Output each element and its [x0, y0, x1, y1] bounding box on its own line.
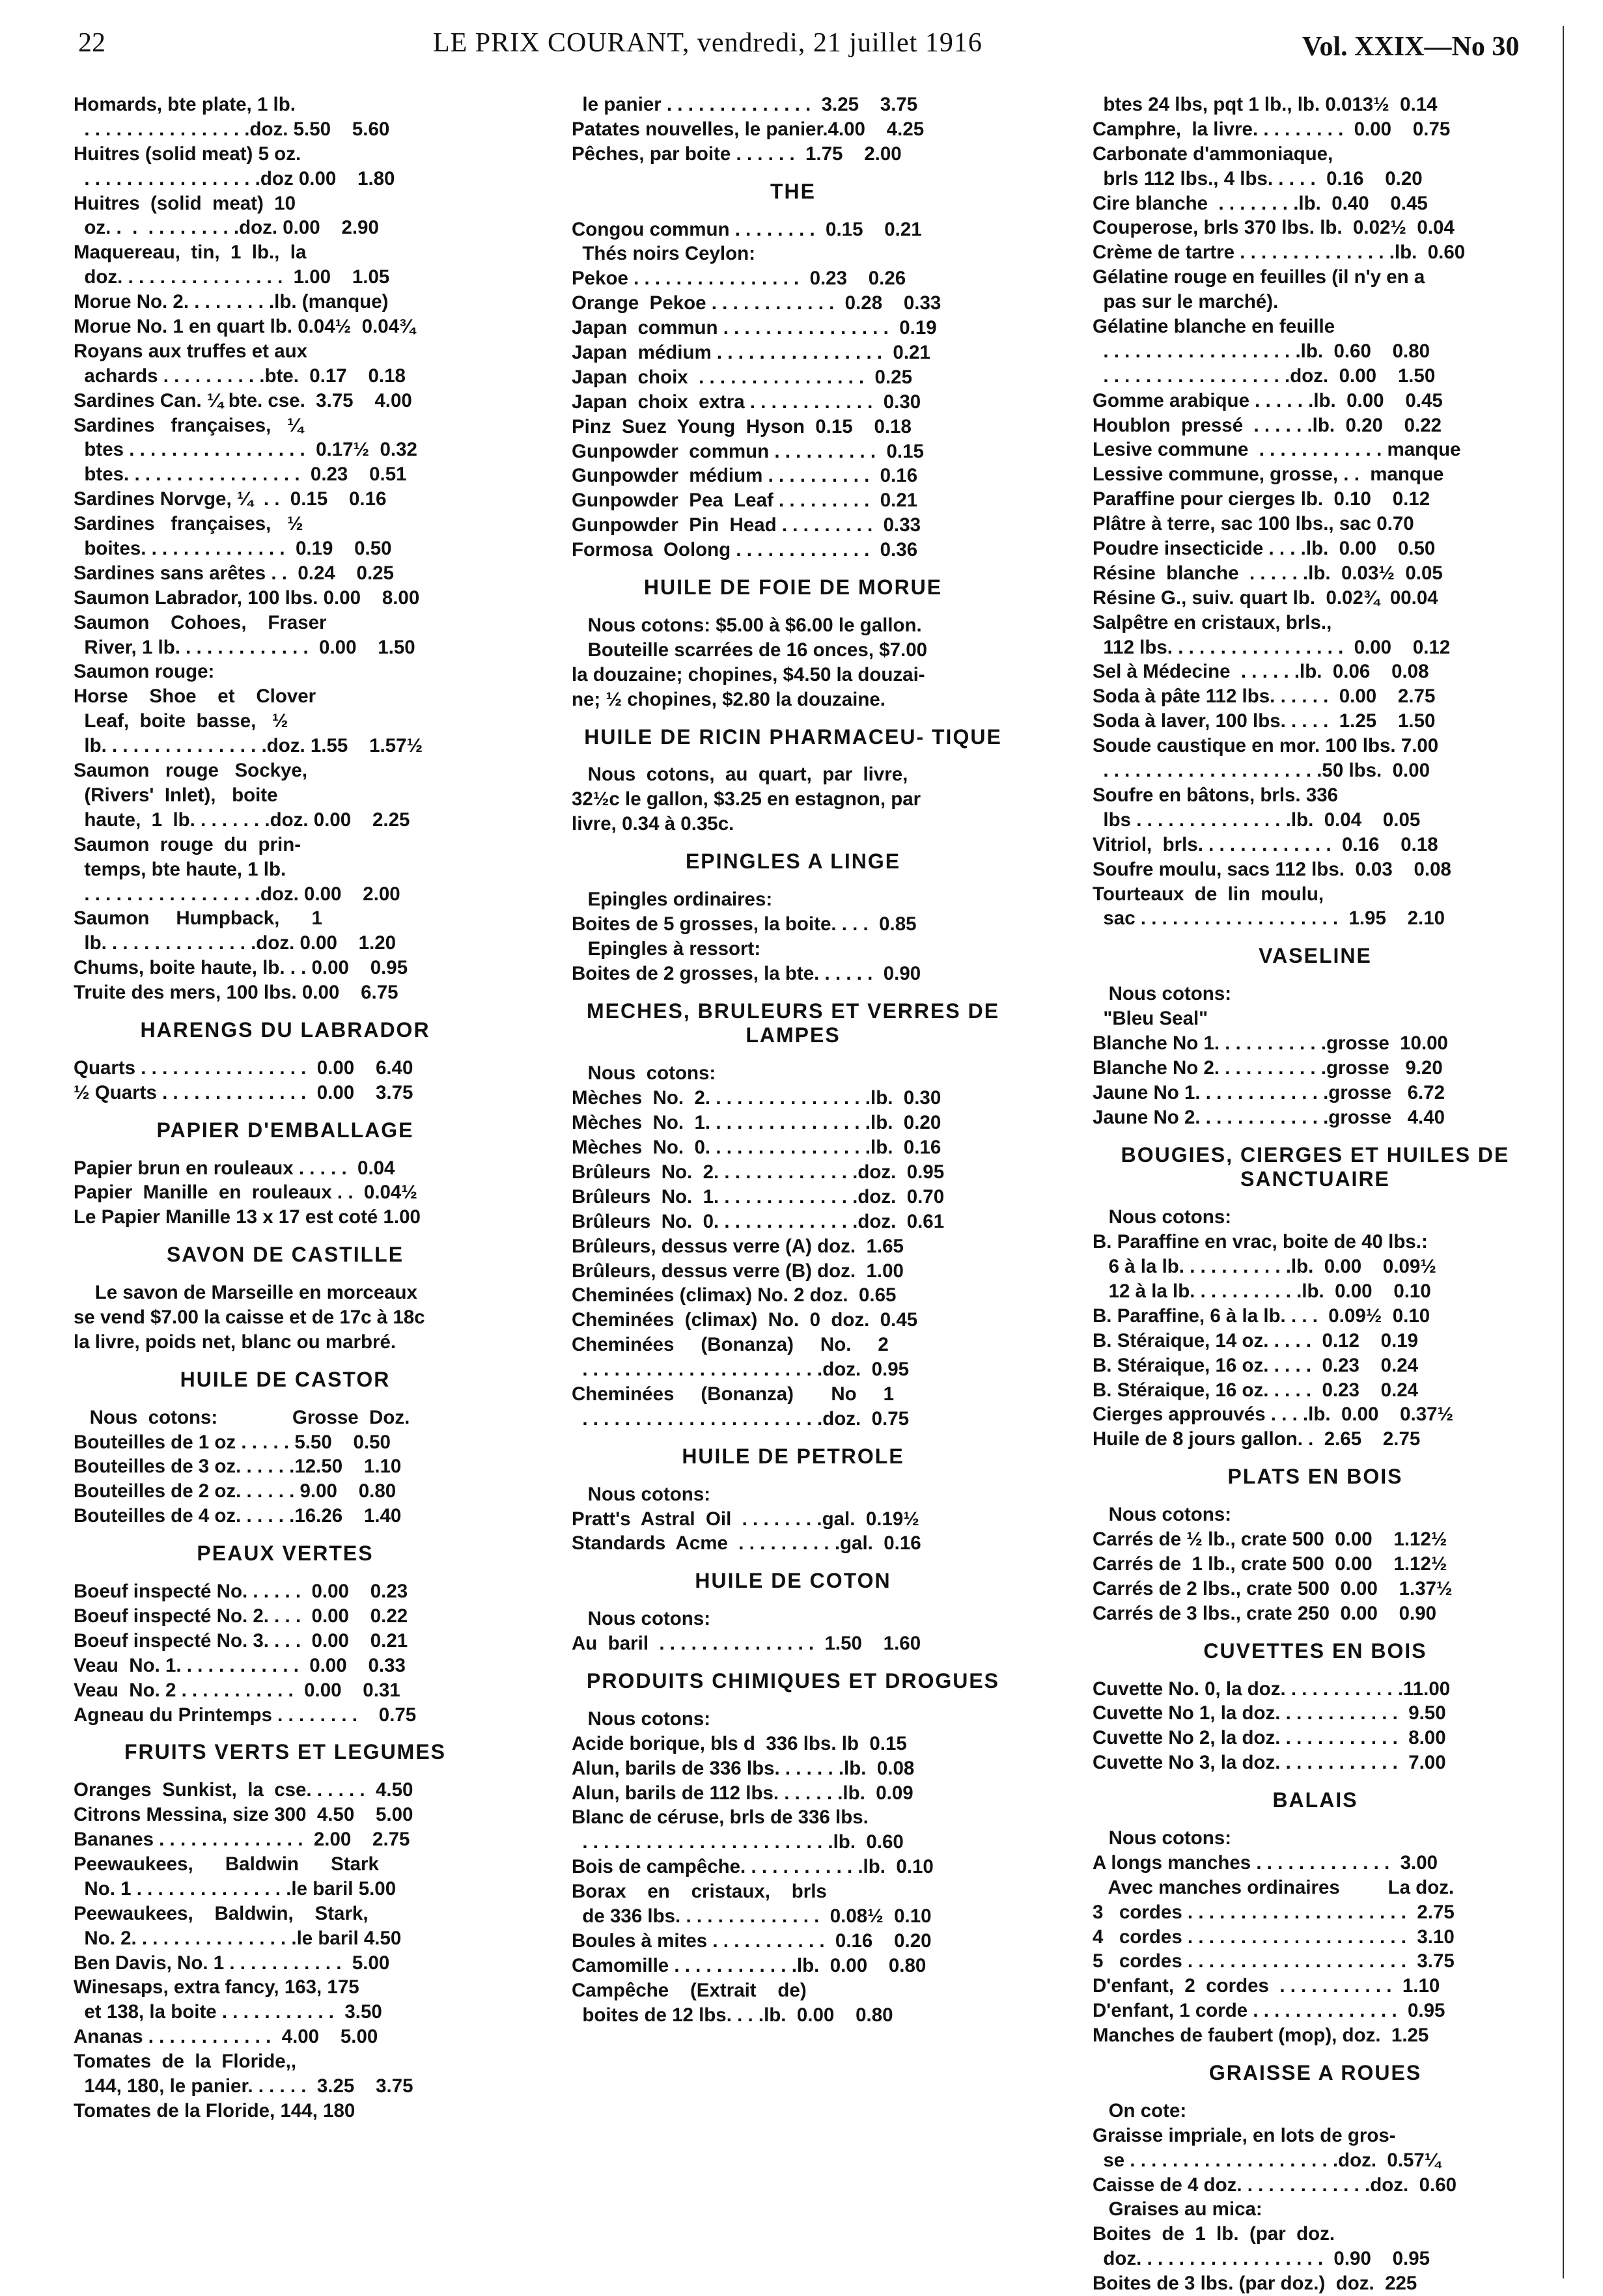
price-line: D'enfant, 1 corde . . . . . . . . . . . . . . 0.95 [1093, 2000, 1445, 2022]
price-line: Brûleurs No. 1. . . . . . . . . . . . . .doz. 0.70 [572, 1185, 945, 1208]
price-line: boites. . . . . . . . . . . . . . 0.19 0.50 [74, 538, 392, 560]
price-line: Alun, barils de 112 lbs. . . . . . .lb. 0.09 [572, 1782, 913, 1804]
price-column-1 [74, 92, 497, 2280]
price-line: Peewaukees, Baldwin Stark [74, 1853, 379, 1875]
price-line: Bananes . . . . . . . . . . . . . . 2.00 2.75 [74, 1829, 410, 1851]
price-line: Caisse de 4 doz. . . . . . . . . . . . .doz. 0.60 [1093, 2174, 1457, 2196]
price-line: Cheminées (climax) No. 2 doz. 0.65 [572, 1284, 897, 1307]
price-line: Boeuf inspecté No. 3. . . . 0.00 0.21 [74, 1629, 408, 1652]
price-line: 112 lbs. . . . . . . . . . . . . . . . . 0.00 0.12 [1093, 636, 1451, 658]
price-line: Nous cotons: Grosse Doz. [74, 1406, 410, 1428]
price-line: Cierges approuvés . . . .lb. 0.00 0.37½ [1093, 1404, 1454, 1426]
price-line: Carrés de 2 lbs., crate 500 0.00 1.37½ [1093, 1577, 1453, 1599]
price-line: Brûleurs No. 2. . . . . . . . . . . . . .doz. 0.95 [572, 1161, 945, 1183]
price-line: Résine blanche . . . . . .lb. 0.03½ 0.05 [1093, 562, 1443, 584]
price-line: Camomille . . . . . . . . . . . .lb. 0.00 0.80 [572, 1954, 927, 1976]
price-line: Huile de 8 jours gallon. . 2.65 2.75 [1093, 1428, 1421, 1450]
price-line: Le Papier Manille 13 x 17 est coté 1.00 [74, 1206, 421, 1228]
price-line: D'enfant, 2 cordes . . . . . . . . . . . 1.10 [1093, 1975, 1440, 1997]
price-line: Carrés de ½ lb., crate 500 0.00 1.12½ [1093, 1528, 1447, 1551]
price-line: Gélatine rouge en feuilles (il n'y en a [1093, 266, 1425, 288]
price-line: Chums, boite haute, lb. . . 0.00 0.95 [74, 957, 408, 979]
price-line: achards . . . . . . . . . .bte. 0.17 0.18 [74, 365, 406, 387]
price-line: 4 cordes . . . . . . . . . . . . . . . . . . . . . 3.10 [1093, 1926, 1455, 1948]
price-line: Quarts . . . . . . . . . . . . . . . . 0.00 6.40 [74, 1057, 413, 1079]
price-line: Couperose, brls 370 lbs. lb. 0.02½ 0.04 [1093, 217, 1455, 239]
price-line: Nous cotons: [572, 1708, 711, 1730]
price-line: Jaune No 2. . . . . . . . . . . . .grosse 4.40 [1093, 1106, 1445, 1128]
price-line: Royans aux truffes et aux [74, 340, 308, 362]
section-heading: EPINGLES A LINGE [685, 850, 901, 874]
price-line: . . . . . . . . . . . . . . . . . . .lb. 0.60 0.80 [1093, 340, 1430, 362]
price-line: Plâtre à terre, sac 100 lbs., sac 0.70 [1093, 513, 1414, 535]
price-line: Huitres (solid meat) 5 oz. [74, 143, 301, 165]
price-line: Sardines Norvge, ¼ . . 0.15 0.16 [74, 488, 387, 510]
price-line: . . . . . . . . . . . . . . . . . . . . . . .doz. 0.95 [572, 1359, 910, 1381]
price-line: Bouteilles de 4 oz. . . . . .16.26 1.40 [74, 1505, 402, 1527]
price-line: Nous cotons: [572, 1062, 716, 1085]
newspaper-title: LE PRIX COURANT, vendredi, 21 juillet 1916 [433, 28, 983, 58]
price-line: Agneau du Printemps . . . . . . . . 0.75 [74, 1704, 417, 1726]
price-line: Mèches No. 1. . . . . . . . . . . . . . . .lb. 0.20 [572, 1112, 941, 1134]
price-line: Nous cotons: [572, 1483, 711, 1505]
price-line: B. Stéraique, 14 oz. . . . . 0.12 0.19 [1093, 1329, 1419, 1351]
price-line: Paraffine pour cierges lb. 0.10 0.12 [1093, 488, 1430, 510]
price-line: Sel à Médecine . . . . . .lb. 0.06 0.08 [1093, 661, 1429, 683]
price-line: Morue No. 1 en quart lb. 0.04½ 0.04¾ [74, 316, 415, 338]
price-line: Nous cotons, au quart, par livre, [572, 764, 908, 786]
price-line: . . . . . . . . . . . . . . . . . .doz. 0.00 1.50 [1093, 365, 1436, 387]
price-line: Au baril . . . . . . . . . . . . . . . 1.50 1.60 [572, 1633, 921, 1655]
price-line: Graisse impriale, en lots de gros- [1093, 2124, 1396, 2146]
price-line: Carrés de 3 lbs., crate 250 0.00 0.90 [1093, 1602, 1437, 1624]
price-line: Standards Acme . . . . . . . . . .gal. 0.16 [572, 1532, 921, 1555]
price-line: btes. . . . . . . . . . . . . . . . . 0.23 0.51 [74, 463, 407, 486]
price-line: Nous cotons: [1093, 983, 1232, 1005]
price-line: lb. . . . . . . . . . . . . . .doz. 0.00 1.20 [74, 932, 397, 954]
price-line: 12 à la lb. . . . . . . . . . .lb. 0.00 0.10 [1093, 1280, 1431, 1303]
section-heading: BOUGIES, CIERGES ET HUILES DE SANCTUAIRE [1121, 1142, 1510, 1191]
price-line: Tomates de la Floride, 144, 180 [74, 2099, 355, 2122]
price-line: pas sur le marché). [1093, 291, 1279, 313]
price-line: Sardines sans arêtes . . 0.24 0.25 [74, 562, 394, 584]
price-line: Cuvette No. 0, la doz. . . . . . . . . . . .11.00 [1093, 1678, 1451, 1700]
price-line: Ananas . . . . . . . . . . . . 4.00 5.00 [74, 2026, 378, 2048]
page-header [0, 0, 1603, 72]
price-line: Carbonate d'ammoniaque, [1093, 143, 1333, 165]
price-line: doz. . . . . . . . . . . . . . . . 1.00 1.05 [74, 266, 390, 288]
section-heading: THE [770, 179, 816, 203]
section-heading: HARENGS DU LABRADOR [140, 1017, 430, 1042]
price-line: Formosa Oolong . . . . . . . . . . . . . 0.36 [572, 539, 918, 561]
price-line: Cire blanche . . . . . . . .lb. 0.40 0.45 [1093, 192, 1428, 214]
section-heading: HUILE DE RICIN PHARMACEU- TIQUE [584, 725, 1002, 749]
price-line: Vitriol, brls. . . . . . . . . . . . . 0.16 0.18 [1093, 833, 1438, 855]
price-line: et 138, la boite . . . . . . . . . . . 3.50 [74, 2001, 382, 2023]
price-line: No. 2. . . . . . . . . . . . . . . .le baril 4.50 [74, 1927, 402, 1949]
price-line: Cheminées (climax) No. 0 doz. 0.45 [572, 1309, 918, 1331]
price-line: Gunpowder Pea Leaf . . . . . . . . . 0.21 [572, 490, 918, 512]
section-heading: HUILE DE COTON [695, 1569, 891, 1593]
price-line: Sardines françaises, ¼ [74, 414, 303, 436]
price-line: Epingles ordinaires: [572, 889, 773, 910]
price-line: Peewaukees, Baldwin, Stark, [74, 1902, 369, 1924]
price-line: Nous cotons: [572, 1608, 711, 1630]
price-line: 144, 180, le panier. . . . . . 3.25 3.75 [74, 2075, 413, 2097]
price-line: Pinz Suez Young Hyson 0.15 0.18 [572, 415, 912, 437]
price-line: Papier Manille en rouleaux . . 0.04½ [74, 1182, 417, 1204]
price-line: ½ Quarts . . . . . . . . . . . . . . 0.00 3.75 [74, 1081, 413, 1103]
price-line: Résine G., suiv. quart lb. 0.02¾ 00.04 [1093, 587, 1438, 609]
price-line: Homards, bte plate, 1 lb. [74, 94, 296, 115]
price-line: Nous cotons: [1093, 1206, 1232, 1228]
section-heading: PAPIER D'EMBALLAGE [156, 1118, 414, 1142]
price-line: boites de 12 lbs. . . .lb. 0.00 0.80 [572, 2004, 893, 2026]
price-line: Bouteilles de 3 oz. . . . . .12.50 1.10 [74, 1456, 402, 1478]
price-line: A longs manches . . . . . . . . . . . . . 3.00 [1093, 1851, 1438, 1874]
price-line: lbs . . . . . . . . . . . . . . .lb. 0.04 0.05 [1093, 809, 1421, 831]
price-line: Lessive commune, grosse, . . manque [1093, 463, 1444, 486]
price-line: Cuvette No 3, la doz. . . . . . . . . . . . 7.00 [1093, 1752, 1446, 1774]
price-line: Alun, barils de 336 lbs. . . . . . .lb. 0.08 [572, 1757, 915, 1779]
price-line: Avec manches ordinaires La doz. [1093, 1876, 1455, 1898]
price-line: Gunpowder commun . . . . . . . . . . 0.15 [572, 440, 924, 462]
section-heading: PEAUX VERTES [197, 1542, 374, 1566]
price-line: 6 à la lb. . . . . . . . . . .lb. 0.00 0.09½ [1093, 1256, 1436, 1278]
price-line: Mèches No. 2. . . . . . . . . . . . . . . .lb. 0.30 [572, 1087, 941, 1109]
price-line: Sardines Can. ¼ bte. cse. 3.75 4.00 [74, 389, 412, 411]
price-line: Manches de faubert (mop), doz. 1.25 [1093, 2025, 1429, 2047]
price-line: Blanche No 1. . . . . . . . . . .grosse 10.00 [1093, 1032, 1448, 1054]
price-line: Saumon Humpback, 1 [74, 907, 322, 930]
price-line: Acide borique, bls d 336 lbs. lb 0.15 [572, 1732, 907, 1754]
price-line: Bouteille scarrées de 16 onces, $7.00 [572, 639, 928, 661]
price-line: Truite des mers, 100 lbs. 0.00 6.75 [74, 982, 398, 1004]
price-line: Leaf, boite basse, ½ [74, 710, 288, 732]
price-line: la livre, poids net, blanc ou marbré. [74, 1331, 397, 1353]
price-line: Brûleurs No. 0. . . . . . . . . . . . . .doz. 0.61 [572, 1210, 945, 1232]
price-line: Tourteaux de lin moulu, [1093, 883, 1324, 905]
price-line: Camphre, la livre. . . . . . . . . 0.00 0.75 [1093, 118, 1451, 140]
price-line: Carrés de 1 lb., crate 500 0.00 1.12½ [1093, 1553, 1447, 1575]
price-line: Boites de 2 grosses, la bte. . . . . . 0.90 [572, 962, 921, 984]
price-line: Brûleurs, dessus verre (A) doz. 1.65 [572, 1235, 904, 1257]
price-line: Papier brun en rouleaux . . . . . 0.04 [74, 1157, 395, 1179]
section-heading: SAVON DE CASTILLE [166, 1243, 404, 1267]
price-line: Saumon rouge: [74, 661, 215, 683]
price-line: Maquereau, tin, 1 lb., la [74, 242, 307, 264]
price-line: haute, 1 lb. . . . . . . .doz. 0.00 2.25 [74, 809, 410, 831]
price-line: Veau No. 1. . . . . . . . . . . . 0.00 0.33 [74, 1654, 406, 1676]
price-line: Soda à pâte 112 lbs. . . . . . 0.00 2.75 [1093, 685, 1436, 708]
price-line: Boules à mites . . . . . . . . . . . 0.16 0.20 [572, 1929, 932, 1952]
price-line: Blanc de céruse, brls de 336 lbs. [572, 1806, 869, 1829]
price-line: Mèches No. 0. . . . . . . . . . . . . . . .lb. 0.16 [572, 1137, 941, 1159]
price-line: B. Stéraique, 16 oz. . . . . 0.23 0.24 [1093, 1379, 1419, 1401]
price-line: Soude caustique en mor. 100 lbs. 7.00 [1093, 735, 1439, 757]
price-line: Houblon pressé . . . . . .lb. 0.20 0.22 [1093, 414, 1442, 436]
price-line: ne; ½ chopines, $2.80 la douzaine. [572, 688, 885, 710]
price-line: Campêche (Extrait de) [572, 1979, 807, 2001]
price-line: 3 cordes . . . . . . . . . . . . . . . . . . . . . 2.75 [1093, 1901, 1455, 1923]
price-line: Soufre en bâtons, brls. 336 [1093, 784, 1339, 806]
price-line: Sardines françaises, ½ [74, 513, 303, 535]
price-line: sac . . . . . . . . . . . . . . . . . . . 1.95 2.10 [1093, 907, 1445, 930]
price-line: Cheminées (Bonanza) No. 2 [572, 1334, 889, 1356]
price-line: Ben Davis, No. 1 . . . . . . . . . . . 5.00 [74, 1952, 390, 1974]
section-heading: CUVETTES EN BOIS [1203, 1639, 1427, 1663]
section-heading: VASELINE [1259, 944, 1372, 968]
price-line: Veau No. 2 . . . . . . . . . . . 0.00 0.31 [74, 1679, 400, 1701]
price-line: temps, bte haute, 1 lb. [74, 858, 286, 880]
price-line: Poudre insecticide . . . .lb. 0.00 0.50 [1093, 538, 1436, 560]
price-line: . . . . . . . . . . . . . . . . . . . . .50 lbs. 0.00 [1093, 760, 1430, 782]
price-line: Crème de tartre . . . . . . . . . . . . . . .lb. 0.60 [1093, 242, 1466, 264]
price-line: (Rivers' Inlet), boite [74, 784, 278, 806]
price-line: Cheminées (Bonanza) No 1 [572, 1383, 895, 1405]
price-line: Thés noirs Ceylon: [572, 243, 755, 265]
price-line: B. Stéraique, 16 oz. . . . . 0.23 0.24 [1093, 1354, 1419, 1376]
right-margin-rule [1563, 26, 1564, 2278]
section-heading: PRODUITS CHIMIQUES ET DROGUES [586, 1669, 1000, 1693]
price-line: Boeuf inspecté No. 2. . . . 0.00 0.22 [74, 1605, 408, 1627]
price-line: Gélatine blanche en feuille [1093, 316, 1335, 338]
price-line: Soda à laver, 100 lbs. . . . . 1.25 1.50 [1093, 710, 1436, 732]
price-line: livre, 0.34 à 0.35c. [572, 813, 734, 835]
price-column-2 [572, 92, 1014, 2280]
section-heading: MECHES, BRULEURS ET VERRES DE LAMPES [586, 999, 1000, 1047]
price-line: le panier . . . . . . . . . . . . . . 3.25 3.75 [572, 94, 918, 115]
price-line: Morue No. 2. . . . . . . . .lb. (manque) [74, 291, 389, 313]
price-line: 32½c le gallon, $3.25 en estagnon, par [572, 788, 921, 810]
volume-number [1302, 31, 1519, 62]
price-line: de 336 lbs. . . . . . . . . . . . . . 0.08½ 0.10 [572, 1905, 932, 1928]
price-line: . . . . . . . . . . . . . . . . . . . . . . .doz. 0.75 [572, 1407, 910, 1430]
price-line: Bouteilles de 2 oz. . . . . . 9.00 0.80 [74, 1480, 397, 1502]
price-column-3 [1093, 92, 1538, 2295]
price-line: Blanche No 2. . . . . . . . . . .grosse 9.20 [1093, 1057, 1443, 1079]
price-line: Horse Shoe et Clover [74, 685, 316, 708]
price-line: btes 24 lbs, pqt 1 lb., lb. 0.013½ 0.14 [1093, 94, 1438, 115]
price-line: Le savon de Marseille en morceaux [74, 1282, 417, 1304]
price-line: . . . . . . . . . . . . . . . . . . . . . . . .lb. 0.60 [572, 1831, 904, 1853]
price-line: Jaune No 1. . . . . . . . . . . . .grosse 6.72 [1093, 1081, 1445, 1103]
section-heading: HUILE DE FOIE DE MORUE [643, 575, 943, 600]
price-line: Boites de 1 lb. (par doz. [1093, 2223, 1335, 2245]
price-line: btes . . . . . . . . . . . . . . . . . 0.17½ 0.32 [74, 439, 417, 461]
price-line: Saumon Cohoes, Fraser [74, 611, 327, 633]
section-heading: HUILE DE PETROLE [682, 1444, 904, 1468]
volume-label: Vol. XXIX—No 30 [1302, 32, 1520, 62]
price-line: Japan commun . . . . . . . . . . . . . . . . 0.19 [572, 317, 937, 339]
price-line: Bois de campêche. . . . . . . . . . . .lb. 0.10 [572, 1856, 934, 1878]
price-line: . . . . . . . . . . . . . . . . .doz. 0.00 2.00 [74, 883, 400, 905]
price-line: Boites de 5 grosses, la boite. . . . 0.85 [572, 913, 917, 935]
price-line: Japan médium . . . . . . . . . . . . . . . . 0.21 [572, 342, 930, 364]
price-line: Gunpowder Pin Head . . . . . . . . . 0.33 [572, 514, 921, 536]
price-line: Saumon rouge du prin- [74, 833, 301, 855]
price-line: lb. . . . . . . . . . . . . . . .doz. 1.55 1.57½ [74, 735, 423, 757]
price-line: Japan choix . . . . . . . . . . . . . . . . 0.25 [572, 366, 912, 388]
section-heading: GRAISSE A ROUES [1208, 2061, 1422, 2084]
price-line: oz. . . . . . . . . . . .doz. 0.00 2.90 [74, 217, 379, 239]
price-line: Gunpowder médium . . . . . . . . . . 0.16 [572, 465, 918, 487]
price-line: Cuvette No 2, la doz. . . . . . . . . . . . 8.00 [1093, 1727, 1446, 1749]
price-line: Gomme arabique . . . . . .lb. 0.00 0.45 [1093, 389, 1443, 411]
price-line: Cuvette No 1, la doz. . . . . . . . . . . . 9.50 [1093, 1702, 1446, 1724]
price-line: Borax en cristaux, brls [572, 1881, 827, 1903]
price-line: Orange Pekoe . . . . . . . . . . . . 0.28 0.33 [572, 292, 941, 314]
price-line: Bouteilles de 1 oz . . . . . 5.50 0.50 [74, 1431, 391, 1453]
price-line: Saumon Labrador, 100 lbs. 0.00 8.00 [74, 587, 420, 609]
price-line: se . . . . . . . . . . . . . . . . . . . .doz. 0.57¼ [1093, 2149, 1441, 2171]
price-line: Epingles à ressort: [572, 937, 761, 960]
price-line: No. 1 . . . . . . . . . . . . . . .le baril 5.00 [74, 1877, 397, 1900]
price-line: Brûleurs, dessus verre (B) doz. 1.00 [572, 1260, 904, 1282]
price-line: Japan choix extra . . . . . . . . . . . . 0.30 [572, 391, 921, 413]
price-line: Boeuf inspecté No. . . . . . 0.00 0.23 [74, 1581, 408, 1603]
price-line: B. Paraffine, 6 à la lb. . . . 0.09½ 0.10 [1093, 1305, 1430, 1327]
price-line: brls 112 lbs., 4 lbs. . . . . 0.16 0.20 [1093, 167, 1423, 189]
price-line: "Bleu Seal" [1093, 1008, 1208, 1030]
price-line: Nous cotons: [1093, 1504, 1232, 1526]
page-number: 22 [78, 28, 105, 58]
price-line: Huitres (solid meat) 10 [74, 192, 296, 214]
price-line: doz. . . . . . . . . . . . . . . . . . 0.90 0.95 [1093, 2248, 1430, 2270]
price-line: Oranges Sunkist, la cse. . . . . . 4.50 [74, 1779, 413, 1801]
section-heading: BALAIS [1272, 1788, 1358, 1812]
price-line: se vend $7.00 la caisse et de 17c à 18c [74, 1307, 425, 1329]
price-line: Nous cotons: [1093, 1827, 1232, 1849]
price-line: Lesive commune . . . . . . . . . . . . manque [1093, 439, 1461, 461]
price-line: Citrons Messina, size 300 4.50 5.00 [74, 1804, 413, 1826]
price-line: Soufre moulu, sacs 112 lbs. 0.03 0.08 [1093, 858, 1451, 880]
price-line: Graises au mica: [1093, 2198, 1262, 2220]
price-line: On cote: [1093, 2099, 1187, 2122]
price-line: Winesaps, extra fancy, 163, 175 [74, 1976, 359, 1999]
price-line: 5 cordes . . . . . . . . . . . . . . . . . . . . . 3.75 [1093, 1950, 1455, 1972]
price-line: Boites de 3 lbs. (par doz.) doz. 225 [1093, 2273, 1417, 2295]
price-line: Saumon rouge Sockye, [74, 760, 308, 782]
price-line: . . . . . . . . . . . . . . . . .doz 0.00 1.80 [74, 167, 395, 189]
price-line: Nous cotons: $5.00 à $6.00 le gallon. [572, 614, 922, 636]
price-line: Tomates de la Floride,, [74, 2051, 297, 2073]
section-heading: FRUITS VERTS ET LEGUMES [124, 1740, 447, 1764]
price-line: Pratt's Astral Oil . . . . . . . .gal. 0.19½ [572, 1508, 919, 1530]
price-line: River, 1 lb. . . . . . . . . . . . . 0.00 1.50 [74, 636, 415, 658]
price-line: B. Paraffine en vrac, boite de 40 lbs.: [1093, 1231, 1428, 1253]
section-heading: PLATS EN BOIS [1227, 1465, 1403, 1489]
price-line: Pekoe . . . . . . . . . . . . . . . . 0.23 0.26 [572, 268, 906, 290]
price-line: la douzaine; chopines, $4.50 la douzai- [572, 663, 925, 685]
price-line: . . . . . . . . . . . . . . . .doz. 5.50 5.60 [74, 118, 390, 140]
section-heading: HUILE DE CASTOR [180, 1367, 391, 1391]
price-line: Patates nouvelles, le panier.4.00 4.25 [572, 118, 925, 140]
price-line: Pêches, par boite . . . . . . 1.75 2.00 [572, 143, 902, 165]
price-line: Salpêtre en cristaux, brls., [1093, 611, 1332, 633]
price-line: Congou commun . . . . . . . . 0.15 0.21 [572, 218, 922, 240]
